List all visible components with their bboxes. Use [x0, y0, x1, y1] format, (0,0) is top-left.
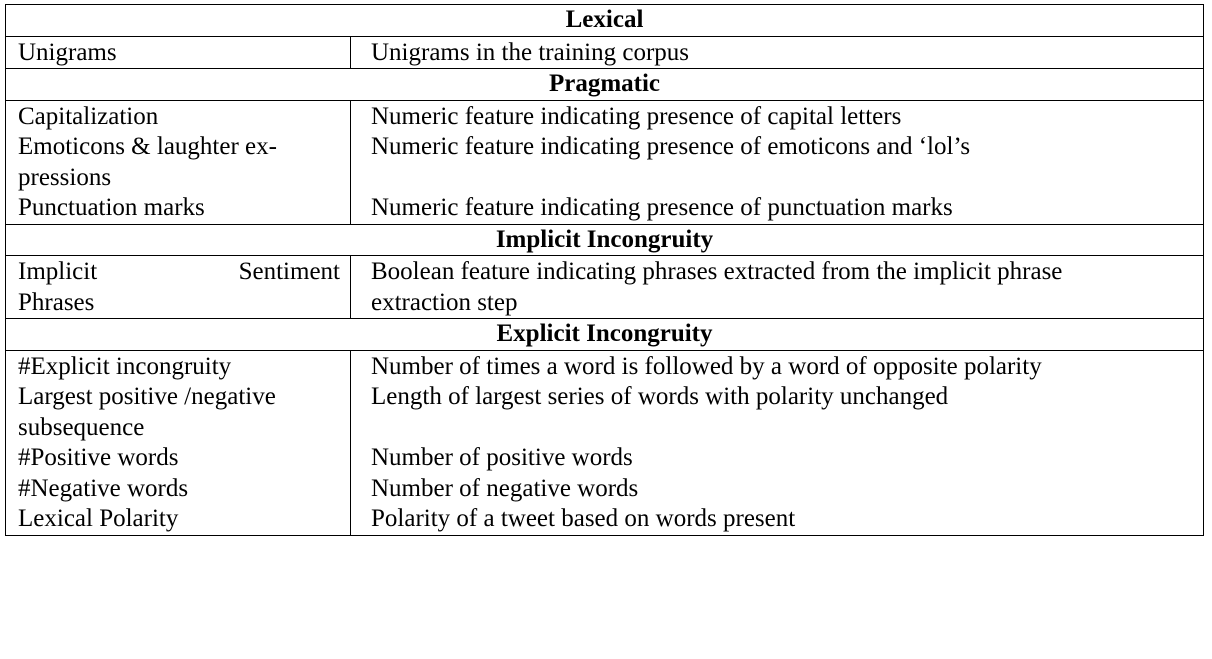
section-header-pragmatic — [6, 69, 1204, 101]
feature-name: Punctuation marks — [6, 193, 351, 224]
feature-name-line: Largest positive /negative — [18, 383, 276, 410]
feature-name: Lexical Polarity — [6, 504, 351, 535]
feature-name — [6, 132, 351, 193]
feature-name-line: pressions — [18, 163, 112, 191]
feature-description: Numeric feature indicating presence of capital letters — [351, 100, 1204, 132]
feature-name — [6, 382, 351, 443]
feature-name-word: Implicit — [18, 258, 98, 285]
feature-table — [5, 4, 1204, 536]
feature-name-word: Sentiment — [238, 258, 340, 285]
feature-description: Number of negative words — [351, 474, 1204, 505]
section-header-implicit-incongruity — [6, 224, 1204, 256]
feature-name-line — [18, 257, 340, 288]
table-row — [6, 193, 1204, 224]
feature-description: Length of largest series of words with polarity unchanged — [351, 382, 1204, 443]
feature-name: Unigrams — [6, 36, 351, 69]
section-title: Implicit Incongruity — [6, 224, 1204, 256]
section-header-lexical — [6, 5, 1204, 37]
feature-description: Numeric feature indicating presence of emoticons and ‘lol’s — [351, 132, 1204, 193]
feature-name-line: Phrases — [18, 288, 95, 316]
feature-name: #Explicit incongruity — [6, 350, 351, 382]
table-row — [6, 382, 1204, 443]
feature-name — [6, 256, 351, 319]
feature-name: #Positive words — [6, 443, 351, 474]
table-row — [6, 474, 1204, 505]
feature-description-line: Boolean feature indicating phrases extracted from the implicit phrase — [371, 258, 1063, 285]
table-row — [6, 350, 1204, 382]
feature-name: Capitalization — [6, 100, 351, 132]
table-row — [6, 256, 1204, 319]
table-row — [6, 132, 1204, 193]
feature-description — [351, 256, 1204, 319]
feature-description: Number of times a word is followed by a word of opposite polarity — [351, 350, 1204, 382]
table-row — [6, 36, 1204, 69]
section-title: Lexical — [6, 5, 1204, 37]
table-row — [6, 504, 1204, 535]
table-row — [6, 443, 1204, 474]
feature-name-line: subsequence — [18, 413, 145, 441]
feature-name-line: Emoticons & laughter ex- — [18, 133, 277, 160]
feature-description: Unigrams in the training corpus — [351, 36, 1204, 69]
section-title: Pragmatic — [6, 69, 1204, 101]
feature-description: Number of positive words — [351, 443, 1204, 474]
feature-description-line: extraction step — [371, 288, 518, 316]
section-header-explicit-incongruity — [6, 319, 1204, 351]
feature-description: Numeric feature indicating presence of punctuation marks — [351, 193, 1204, 224]
feature-name: #Negative words — [6, 474, 351, 505]
table-row — [6, 100, 1204, 132]
section-title: Explicit Incongruity — [6, 319, 1204, 351]
feature-description: Polarity of a tweet based on words present — [351, 504, 1204, 535]
